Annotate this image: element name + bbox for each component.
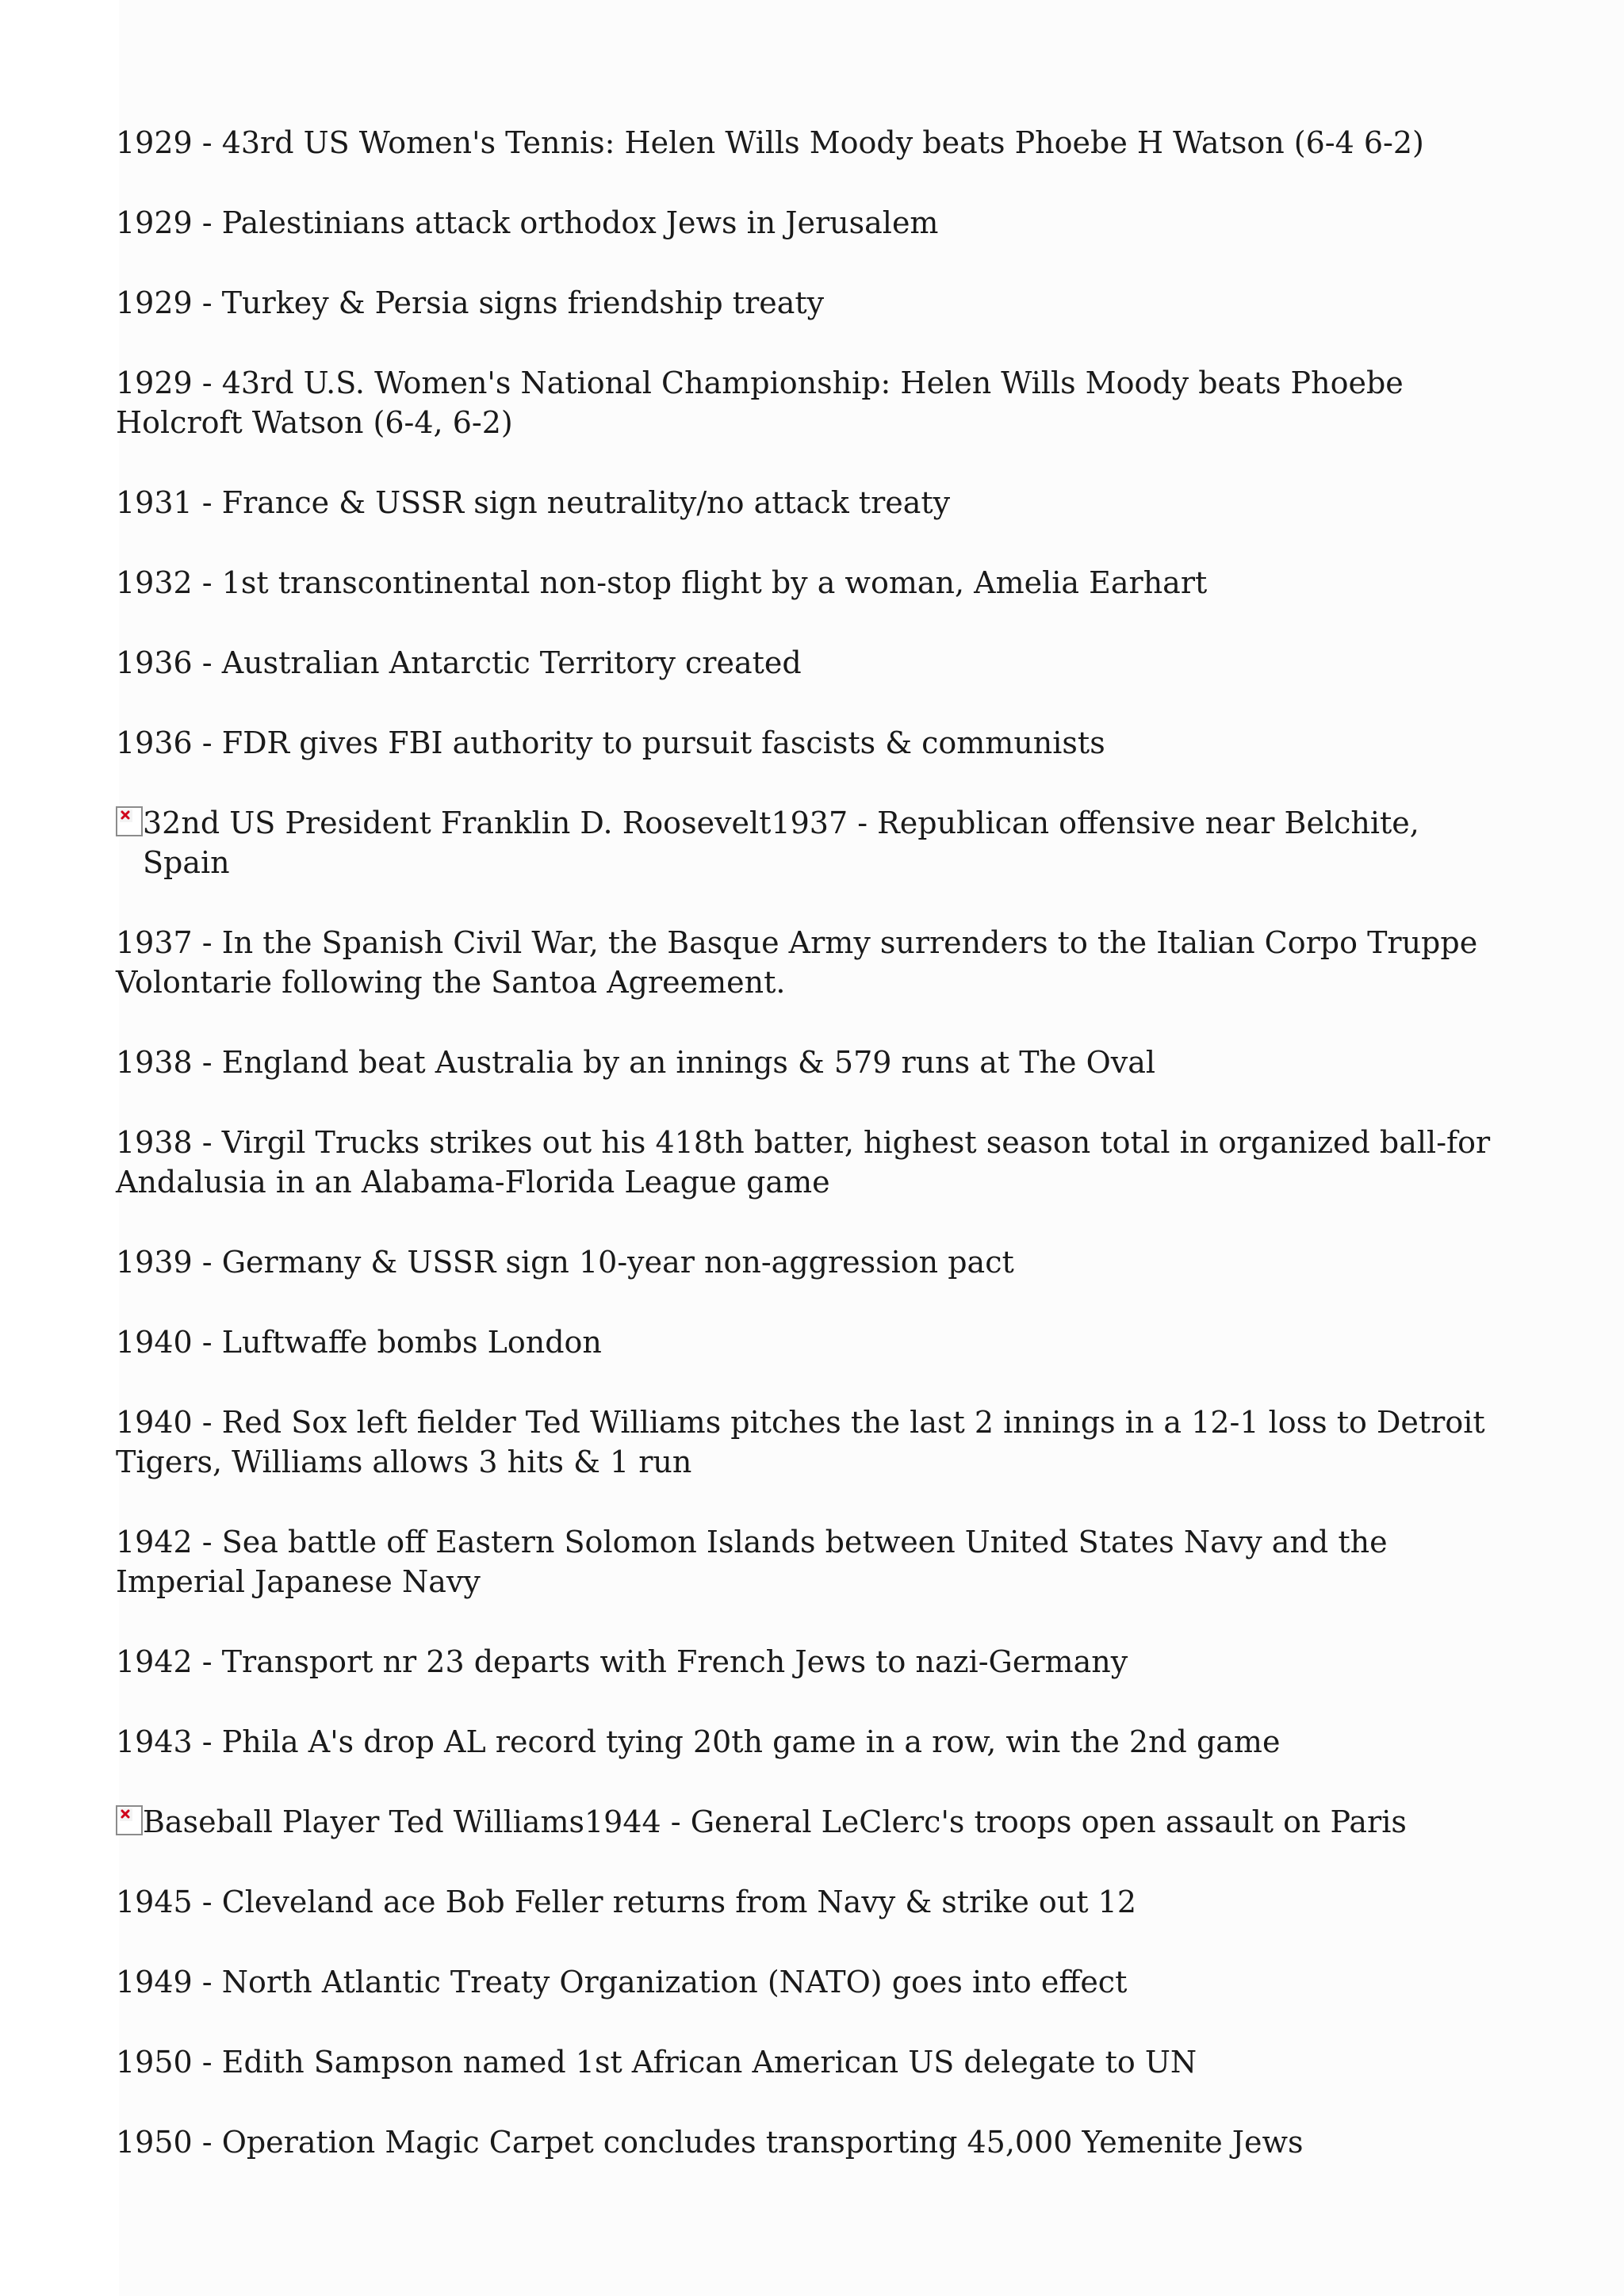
list-item: 1943 - Phila A's drop AL record tying 20th game in a row, win the 2nd game [116, 1724, 1281, 1759]
image-alt-text: Baseball Player Ted Williams [143, 1804, 584, 1839]
list-item: 1945 - Cleveland ace Bob Feller returns from Navy & strike out 12 [116, 1885, 1136, 1919]
list-item: 1936 - Australian Antarctic Territory created [116, 645, 802, 680]
list-item: 1942 - Sea battle off Eastern Solomon Islands between United States Navy and the Imperial Japanese Navy [116, 1525, 1388, 1599]
list-item: 1942 - Transport nr 23 departs with French Jews to nazi-Germany [116, 1644, 1128, 1679]
list-item: 1932 - 1st transcontinental non-stop flight by a woman, Amelia Earhart [116, 565, 1208, 600]
image-alt-text: 32nd US President Franklin D. Roosevelt [143, 806, 772, 840]
list-item: 1940 - Luftwaffe bombs London [116, 1325, 602, 1360]
list-item-with-image [116, 1802, 1511, 1842]
broken-image-icon [116, 806, 143, 836]
list-item-text: 1944 - General LeClerc's troops open assault on Paris [584, 1804, 1407, 1839]
list-item: 1929 - 43rd US Women's Tennis: Helen Wills Moody beats Phoebe H Watson (6-4 6-2) [116, 125, 1424, 160]
list-item: 1931 - France & USSR sign neutrality/no attack treaty [116, 485, 951, 520]
list-item: 1937 - In the Spanish Civil War, the Basque Army surrenders to the Italian Corpo Truppe Volontarie following the Santoa Agreement. [116, 925, 1478, 1000]
list-item-with-image [116, 803, 1511, 882]
list-item: 1938 - England beat Australia by an innings & 579 runs at The Oval [116, 1045, 1156, 1080]
events-list [116, 123, 1511, 2202]
list-item: 1929 - Turkey & Persia signs friendship treaty [116, 285, 825, 320]
list-item: 1936 - FDR gives FBI authority to pursuit fascists & communists [116, 725, 1105, 760]
list-item: 1939 - Germany & USSR sign 10-year non-aggression pact [116, 1245, 1014, 1280]
list-item-text: 1937 - Republican offensive near Belchite, Spain [143, 806, 1419, 880]
list-item: 1938 - Virgil Trucks strikes out his 418th batter, highest season total in organized ball-for Andalusia in an Alabama-Florida League game [116, 1125, 1491, 1200]
list-item: 1929 - Palestinians attack orthodox Jews in Jerusalem [116, 205, 939, 240]
list-item: 1950 - Edith Sampson named 1st African American US delegate to UN [116, 2045, 1197, 2080]
list-item: 1940 - Red Sox left fielder Ted Williams pitches the last 2 innings in a 12-1 loss to Detroit Tigers, Williams allows 3 hits & 1 run [116, 1405, 1485, 1479]
list-item: 1929 - 43rd U.S. Women's National Championship: Helen Wills Moody beats Phoebe Holcroft Watson (6-4, 6-2) [116, 365, 1404, 440]
list-item: 1950 - Operation Magic Carpet concludes transporting 45,000 Yemenite Jews [116, 2125, 1304, 2160]
broken-image-icon [116, 1805, 143, 1835]
list-item: 1949 - North Atlantic Treaty Organization (NATO) goes into effect [116, 1965, 1128, 1999]
